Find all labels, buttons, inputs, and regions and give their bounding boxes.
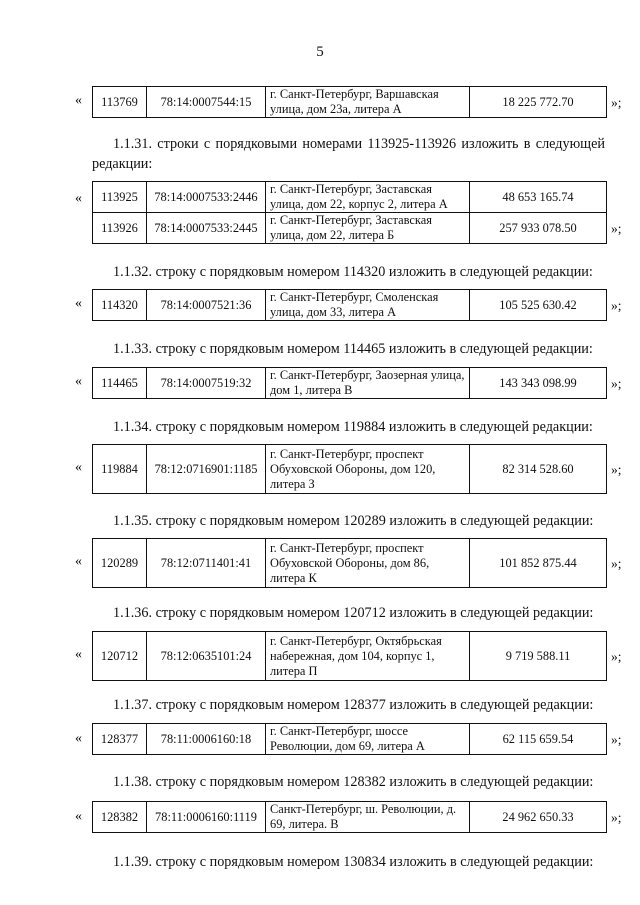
table-row-block xyxy=(92,444,640,494)
table-row xyxy=(93,724,640,755)
cadastral-value: 9 719 588.11 xyxy=(470,632,607,681)
table-row xyxy=(93,539,640,588)
cadastral-value: 101 852 875.44 xyxy=(470,539,607,588)
address: г. Санкт-Петербург, Заставская улица, дом 22, корпус 2, литера А xyxy=(266,182,470,213)
table-row-block xyxy=(92,801,640,833)
table-row-block xyxy=(92,289,640,321)
paragraph-1-1-35: 1.1.35. строку с порядковым номером 120289 изложить в следующей редакции: xyxy=(113,513,594,529)
close-quote xyxy=(607,182,640,213)
address: г. Санкт-Петербург, Смоленская улица, дом 33, литера А xyxy=(266,290,470,321)
cadastral-value: 24 962 650.33 xyxy=(470,802,607,833)
address: г. Санкт-Петербург, Октябрьская набережная, дом 104, корпус 1, литера П xyxy=(266,632,470,681)
address: г. Санкт-Петербург, проспект Обуховской Обороны, дом 120, литера З xyxy=(266,445,470,494)
close-quote: »; xyxy=(611,375,622,391)
table-row-block xyxy=(92,723,640,755)
paragraph-1-1-37: 1.1.37. строку с порядковым номером 128377 изложить в следующей редакции: xyxy=(113,697,594,713)
open-quote: « xyxy=(75,374,82,389)
row-number: 113925 xyxy=(93,182,147,213)
open-quote: « xyxy=(75,460,82,475)
open-quote: « xyxy=(75,93,82,108)
cadastral-number: 78:12:0711401:41 xyxy=(147,539,266,588)
address: Санкт-Петербург, ш. Революции, д. 69, литера. В xyxy=(266,802,470,833)
paragraph-1-1-39: 1.1.39. строку с порядковым номером 130834 изложить в следующей редакции: xyxy=(113,854,594,870)
cadastral-value: 18 225 772.70 xyxy=(470,87,607,118)
row-number: 120712 xyxy=(93,632,147,681)
close-quote: »; xyxy=(611,94,622,110)
close-quote: »; xyxy=(611,731,622,747)
table-row-block xyxy=(92,538,640,588)
open-quote: « xyxy=(75,731,82,746)
table-row xyxy=(93,87,640,118)
cadastral-value: 62 115 659.54 xyxy=(470,724,607,755)
paragraph-1-1-33: 1.1.33. строку с порядковым номером 114465 изложить в следующей редакции: xyxy=(113,341,593,357)
cadastral-number: 78:14:0007533:2446 xyxy=(147,182,266,213)
table-row xyxy=(93,445,640,494)
cadastral-number: 78:14:0007544:15 xyxy=(147,87,266,118)
cadastral-number: 78:12:0716901:1185 xyxy=(147,445,266,494)
row-number: 128377 xyxy=(93,724,147,755)
row-number: 113769 xyxy=(93,87,147,118)
cadastral-value: 82 314 528.60 xyxy=(470,445,607,494)
close-quote: »; xyxy=(611,461,622,477)
close-quote: »; xyxy=(611,555,622,571)
cadastral-number: 78:12:0635101:24 xyxy=(147,632,266,681)
table-row-block xyxy=(92,367,640,399)
cadastral-value: 105 525 630.42 xyxy=(470,290,607,321)
address: г. Санкт-Петербург, Варшавская улица, дом 23а, литера А xyxy=(266,87,470,118)
row-number: 114320 xyxy=(93,290,147,321)
paragraph-1-1-32: 1.1.32. строку с порядковым номером 114320 изложить в следующей редакции: xyxy=(113,264,593,280)
address: г. Санкт-Петербург, шоссе Революции, дом 69, литера А xyxy=(266,724,470,755)
address: г. Санкт-Петербург, проспект Обуховской Обороны, дом 86, литера К xyxy=(266,539,470,588)
page-number: 5 xyxy=(316,44,324,60)
table-row xyxy=(93,368,640,399)
cadastral-value: 257 933 078.50 xyxy=(470,213,607,244)
table-row-block xyxy=(92,631,640,681)
open-quote: « xyxy=(75,191,82,206)
cadastral-value: 48 653 165.74 xyxy=(470,182,607,213)
close-quote: »; xyxy=(611,809,622,825)
table-row xyxy=(93,290,640,321)
cadastral-number: 78:14:0007521:36 xyxy=(147,290,266,321)
cadastral-value: 143 343 098.99 xyxy=(470,368,607,399)
table-row xyxy=(93,213,640,244)
cadastral-number: 78:11:0006160:1119 xyxy=(147,802,266,833)
table-row xyxy=(93,632,640,681)
paragraph-1-1-36: 1.1.36. строку с порядковым номером 120712 изложить в следующей редакции: xyxy=(113,605,594,621)
close-quote: »; xyxy=(611,648,622,664)
row-number: 119884 xyxy=(93,445,147,494)
table-row-block xyxy=(92,86,640,118)
open-quote: « xyxy=(75,296,82,311)
cadastral-number: 78:14:0007533:2445 xyxy=(147,213,266,244)
row-number: 120289 xyxy=(93,539,147,588)
paragraph-1-1-38: 1.1.38. строку с порядковым номером 128382 изложить в следующей редакции: xyxy=(113,774,594,790)
close-quote: »; xyxy=(611,297,622,313)
row-number: 114465 xyxy=(93,368,147,399)
row-number: 113926 xyxy=(93,213,147,244)
table-row xyxy=(93,802,640,833)
open-quote: « xyxy=(75,647,82,662)
open-quote: « xyxy=(75,554,82,569)
paragraph-1-1-31: 1.1.31. строки с порядковыми номерами 113925-113926 изложить в следующей редакции: xyxy=(92,136,605,172)
table-row xyxy=(93,182,640,213)
cadastral-number: 78:11:0006160:18 xyxy=(147,724,266,755)
table-row-block xyxy=(92,181,640,244)
paragraph-1-1-34: 1.1.34. строку с порядковым номером 119884 изложить в следующей редакции: xyxy=(113,419,593,435)
address: г. Санкт-Петербург, Заозерная улица, дом 1, литера В xyxy=(266,368,470,399)
open-quote: « xyxy=(75,809,82,824)
row-number: 128382 xyxy=(93,802,147,833)
close-quote: »; xyxy=(611,220,622,236)
cadastral-number: 78:14:0007519:32 xyxy=(147,368,266,399)
address: г. Санкт-Петербург, Заставская улица, дом 22, литера Б xyxy=(266,213,470,244)
